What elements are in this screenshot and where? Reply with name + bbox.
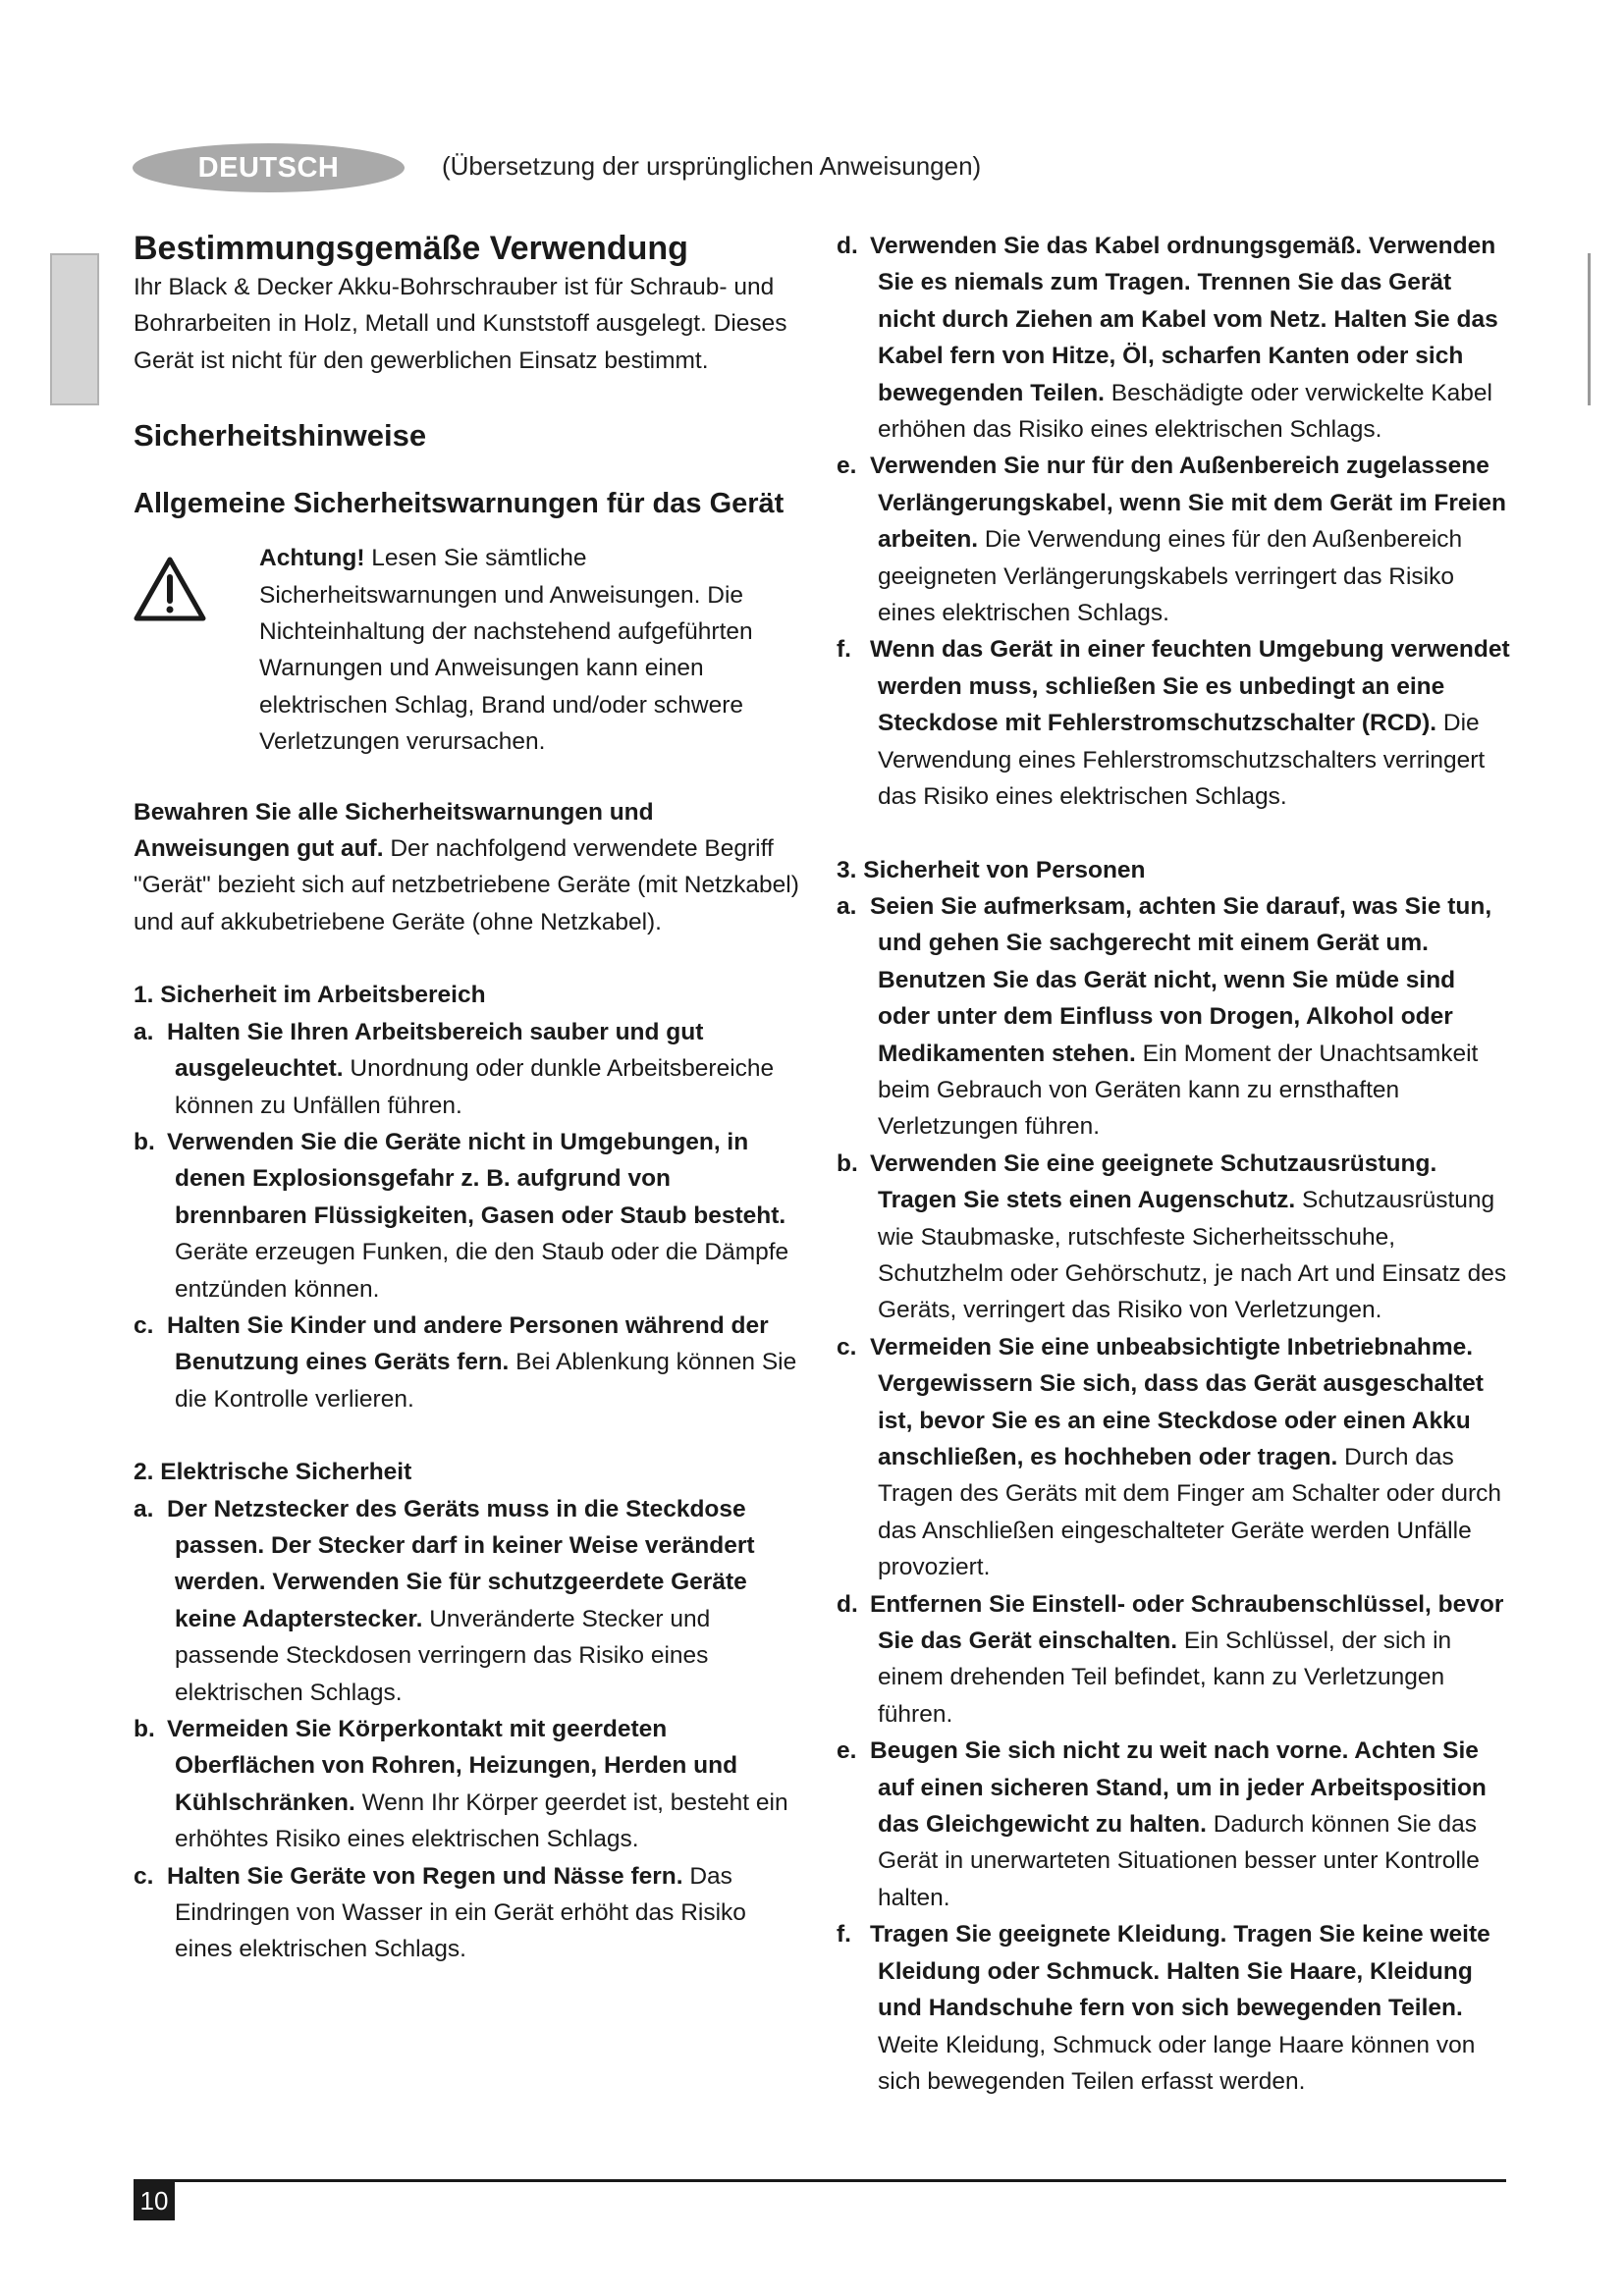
rule-3f: f. Tragen Sie geeignete Kleidung. Tragen Sie keine weite Kleidung oder Schmuck. Halten Sie Haare, Kleidung und Handschuhe fern von sich bewegenden Teilen. Weite Kleidung, Schmuck oder lange Haare können von sich bewegenden Teilen erfasst werden.: [837, 1921, 1490, 2095]
general-warnings-heading: Allgemeine Sicherheitswarnungen für das Gerät: [134, 488, 785, 520]
rule-3a: a. Seien Sie aufmerksam, achten Sie darauf, was Sie tun, und gehen Sie sachgerecht mit einem Gerät um. Benutzen Sie das Gerät nicht, wenn Sie müde sind oder unter dem Einfluss von Drogen, Alkohol oder Medikamenten stehen. Ein Moment der Unachtsamkeit beim Gebrauch von Geräten kann zu ernsthaften Verletzungen führen.: [837, 892, 1492, 1141]
rule-1c: c. Halten Sie Kinder und andere Personen während der Benutzung eines Geräts fern. Bei Ablenkung können Sie die Kontrolle verlieren.: [134, 1311, 797, 1413]
footer-rule: [134, 2179, 1506, 2182]
rule-2b: b. Vermeiden Sie Körperkontakt mit geerdeten Oberflächen von Rohren, Heizungen, Herden und Kühlschränken. Wenn Ihr Körper geerdet ist, besteht ein erhöhtes Risiko eines elektrischen Schlags.: [134, 1716, 788, 1853]
section-2-title: 2. Elektrische Sicherheit: [134, 1459, 412, 1486]
rule-3d: d. Entfernen Sie Einstell- oder Schraubenschlüssel, bevor Sie das Gerät einschalten. Ein Schlüssel, der sich in einem drehenden Teil befindet, kann zu Verletzungen führen.: [837, 1590, 1504, 1728]
rule-3c: c. Vermeiden Sie eine unbeabsichtigte Inbetriebnahme. Vergewissern Sie sich, dass das Gerät ausgeschaltet ist, bevor Sie es an eine Steckdose oder einen Akku anschließen, es hochheben oder tragen. Durch das Tragen des Geräts mit dem Finger am Schalter oder durch das Anschließen eingeschalteter Geräte werden Unfälle provoziert.: [837, 1333, 1502, 1581]
warning-block: [134, 540, 801, 760]
rule-2e: e. Verwenden Sie nur für den Außenbereich zugelassene Verlängerungskabel, wenn Sie mit dem Gerät im Freien arbeiten. Die Verwendung eines für den Außenbereich geeigneten Verlängerungskabels verringert das Risiko eines elektrischen Schlags.: [837, 453, 1506, 627]
intended-use-heading: Bestimmungsgemäße Verwendung: [134, 230, 688, 267]
section-3-title: 3. Sicherheit von Personen: [837, 856, 1146, 883]
language-badge: DEUTSCH: [133, 143, 405, 192]
translation-note: (Übersetzung der ursprünglichen Anweisungen): [442, 151, 982, 181]
right-column: [837, 228, 1514, 2100]
rule-3e: e. Beugen Sie sich nicht zu weit nach vorne. Achten Sie auf einen sicheren Stand, um in jeder Arbeitsposition das Gleichgewicht zu halten. Dadurch können Sie das Gerät in unerwarteten Situationen besser unter Kontrolle halten.: [837, 1737, 1487, 1911]
safety-heading: Sicherheitshinweise: [134, 418, 427, 454]
rule-2a: a. Der Netzstecker des Geräts muss in die Steckdose passen. Der Stecker darf in keiner Weise verändert werden. Verwenden Sie für schutzgeerdete Geräte keine Adapterstecker. Unveränderte Stecker und passende Steckdosen verringern das Risiko eines elektrischen Schlags.: [134, 1495, 755, 1706]
rule-1b: b. Verwenden Sie die Geräte nicht in Umgebungen, in denen Explosionsgefahr z. B. aufgrund von brennbaren Flüssigkeiten, Gasen oder Staub besteht. Geräte erzeugen Funken, die den Staub oder die Dämpfe entzünden können.: [134, 1128, 789, 1303]
rule-2d: d. Verwenden Sie das Kabel ordnungsgemäß. Verwenden Sie es niemals zum Tragen. Trennen Sie das Gerät nicht durch Ziehen am Kabel vom Netz. Halten Sie das Kabel fern von Hitze, Öl, scharfen Kanten oder sich bewegenden Teilen. Beschädigte oder verwickelte Kabel erhöhen das Risiko eines elektrischen Schlags.: [837, 233, 1498, 444]
page-number: 10: [134, 2182, 175, 2220]
side-thumb-tab: [50, 253, 99, 405]
rule-1a: a. Halten Sie Ihren Arbeitsbereich sauber und gut ausgeleuchtet. Unordnung oder dunkle Arbeitsbereiche können zu Unfällen führen.: [134, 1018, 775, 1119]
left-column: [134, 228, 801, 1968]
section-1-title: 1. Sicherheit im Arbeitsbereich: [134, 982, 486, 1009]
rule-2f: f. Wenn das Gerät in einer feuchten Umgebung verwendet werden muss, schließen Sie es unbedingt an eine Steckdose mit Fehlerstromschutzschalter (RCD). Die Verwendung eines Fehlerstromschutzschalters verringert das Risiko eines elektrischen Schlags.: [837, 636, 1510, 811]
rule-3b: b. Verwenden Sie eine geeignete Schutzausrüstung. Tragen Sie stets einen Augenschutz. Schutzausrüstung wie Staubmaske, rutschfeste Sicherheitsschuhe, Schutzhelm oder Gehörschutz, je nach Art und Einsatz des Geräts, verringert das Risiko von Verletzungen.: [837, 1149, 1507, 1324]
keep-instructions: Bewahren Sie alle Sicherheitswarnungen und Anweisungen gut auf. Der nachfolgend verwendete Begriff "Gerät" bezieht sich auf netzbetriebene Geräte (mit Netzkabel) und auf akkubetriebene Geräte (ohne Netzkabel).: [134, 798, 799, 935]
warning-text: Achtung! Lesen Sie sämtliche Sicherheitswarnungen und Anweisungen. Die Nichteinhaltung der nachstehend aufgeführten Warnungen und Anweisungen kann einen elektrischen Schlag, Brand und/oder schwere Verletzungen verursachen.: [259, 545, 753, 756]
right-margin-mark: [1588, 253, 1591, 405]
rule-2c: c. Halten Sie Geräte von Regen und Nässe fern. Das Eindringen von Wasser in ein Gerät erhöht das Risiko eines elektrischen Schlags.: [134, 1862, 746, 1963]
warning-triangle-icon: [134, 540, 259, 760]
intended-use-text: Ihr Black & Decker Akku-Bohrschrauber ist für Schraub- und Bohrarbeiten in Holz, Metall und Kunststoff ausgelegt. Dieses Gerät ist nicht für den gewerblichen Einsatz bestimmt.: [134, 274, 787, 374]
